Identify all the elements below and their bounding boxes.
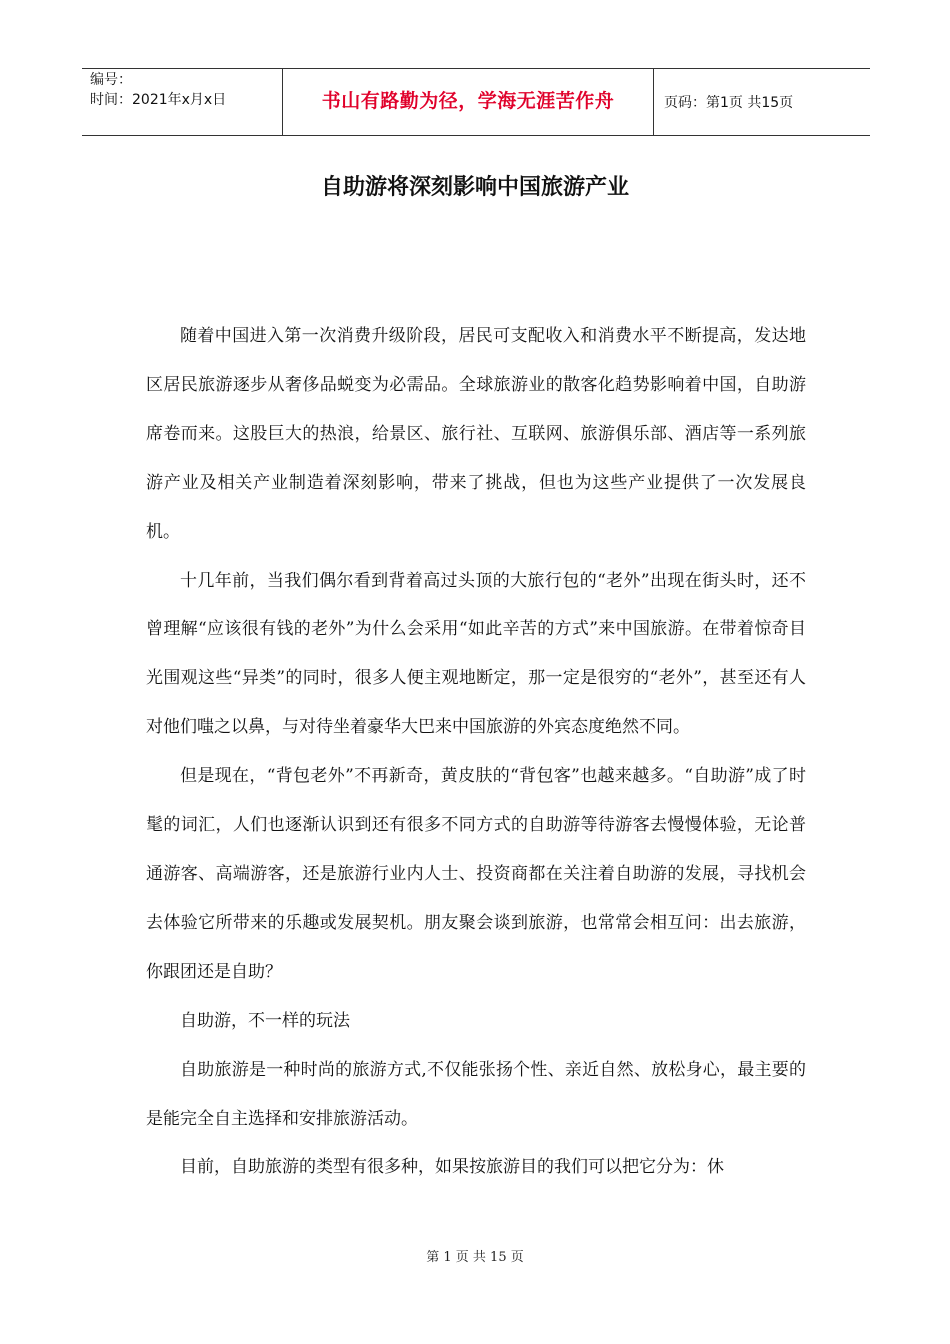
header-divider-right [653, 68, 654, 136]
header-top-rule [82, 68, 870, 69]
document-body [146, 312, 806, 1192]
paragraph: 自助旅游是一种时尚的旅游方式,不仅能张扬个性、亲近自然、放松身心，最主要的是能完全自主选择和安排旅游活动。 [146, 1059, 806, 1129]
paragraph: 十几年前，当我们偶尔看到背着高过头顶的大旅行包的“老外”出现在街头时，还不曾理解“应该很有钱的老外”为什么会采用“如此辛苦的方式”来中国旅游。在带着惊奇目光围观这些“异类”的同时，很多人便主观地断定，那一定是很穷的“老外”，甚至还有人对他们嗤之以鼻，与对待坐着豪华大巴来中国旅游的外宾态度绝然不同。 [146, 570, 806, 738]
paragraph: 但是现在，“背包老外”不再新奇，黄皮肤的“背包客”也越来越多。“自助游”成了时髦的词汇，人们也逐渐认识到还有很多不同方式的自助游等待游客去慢慢体验，无论普通游客、高端游客，还是旅游行业内人士、投资商都在关注着自助游的发展，寻找机会去体验它所带来的乐趣或发展契机。朋友聚会谈到旅游，也常常会相互问：出去旅游，你跟团还是自助？ [146, 766, 806, 982]
header-meta [90, 70, 280, 110]
paragraph: 目前，自助旅游的类型有很多种，如果按旅游目的我们可以把它分为：休 [180, 1157, 724, 1178]
header-page-info: 页码：第1页 共15页 [664, 95, 794, 111]
paragraph: 随着中国进入第一次消费升级阶段，居民可支配收入和消费水平不断提高，发达地区居民旅游逐步从奢侈品蜕变为必需品。全球旅游业的散客化趋势影响着中国，自助游席卷而来。这股巨大的热浪，给景区、旅行社、互联网、旅游俱乐部、酒店等一系列旅游产业及相关产业制造着深刻影响，带来了挑战，但也为这些产业提供了一次发展良机。 [146, 326, 806, 542]
document-title: 自助游将深刻影响中国旅游产业 [320, 175, 629, 200]
page-footer: 第 1 页 共 15 页 [426, 1250, 524, 1265]
header-bottom-rule [82, 135, 870, 136]
date-line: 时间：2021年x月x日 [90, 92, 227, 108]
serial-label: 编号： [90, 72, 132, 88]
header-motto: 书山有路勤为径，学海无涯苦作舟 [321, 90, 615, 112]
section-heading: 自助游，不一样的玩法 [180, 1010, 350, 1031]
